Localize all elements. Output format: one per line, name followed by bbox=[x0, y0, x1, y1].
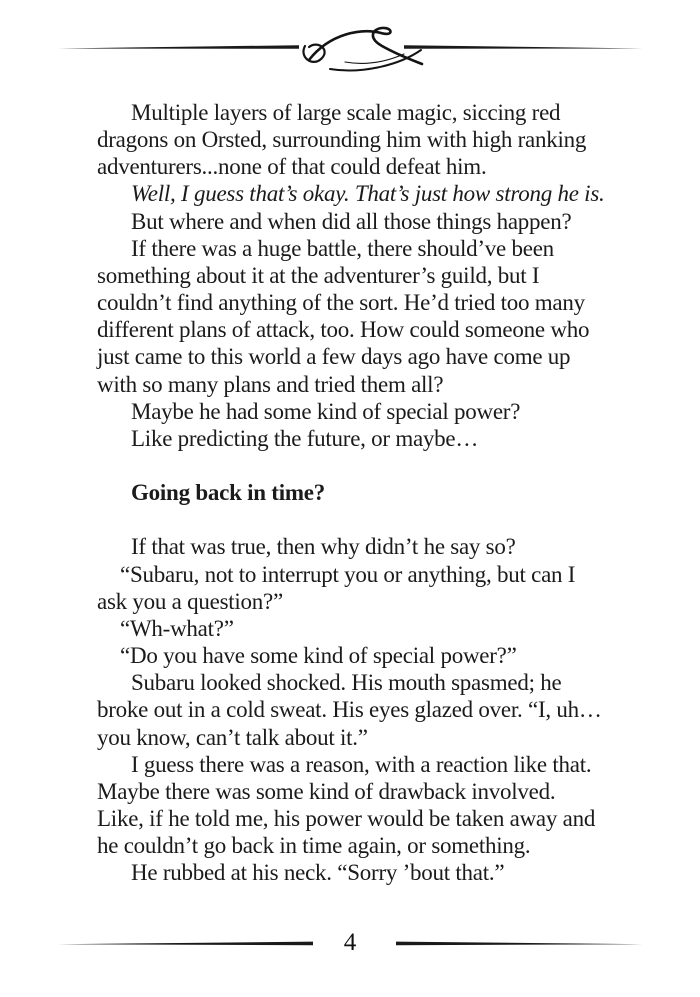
header-divider bbox=[0, 0, 700, 90]
paragraph: Well, I guess that’s okay. That’s just how strong he is. bbox=[131, 181, 605, 207]
paragraph: Subaru looked shocked. His mouth spasmed; he broke out in a cold sweat. His eyes glazed over. “I, uh… you know, can’t talk about it.” bbox=[97, 670, 602, 750]
header-rule-left bbox=[58, 45, 299, 49]
paragraph: He rubbed at his neck. “Sorry ’bout that.” bbox=[131, 860, 505, 886]
header-rule bbox=[58, 45, 643, 49]
page-body bbox=[97, 99, 674, 887]
flourish-ornament-icon bbox=[303, 28, 422, 71]
paragraph: If that was true, then why didn’t he say so? bbox=[131, 534, 516, 560]
header-rule-right bbox=[404, 45, 643, 49]
paragraph: If there was a huge battle, there should’ve been something about it at the adventurer’s guild, but I couldn’t find anything of the sort. He’d tried too many different plans of attack, too. How could someone who just came to this world a few days ago have come up with so many plans and tried them all? bbox=[97, 235, 590, 397]
paragraph: I guess there was a reason, with a reaction like that. Maybe there was some kind of drawback involved. Like, if he told me, his power would be taken away and he couldn’t go back in time again, or something. bbox=[97, 751, 596, 859]
section-heading: Going back in time? bbox=[131, 480, 325, 506]
paragraph: Multiple layers of large scale magic, siccing red dragons on Orsted, surrounding him with high ranking adventurers...none of that could defeat him. bbox=[97, 100, 587, 180]
paragraph: Like predicting the future, or maybe… bbox=[131, 425, 479, 451]
paragraph: “Subaru, not to interrupt you or anything, but can I ask you a question?” bbox=[97, 561, 576, 614]
page-number: 4 bbox=[343, 929, 357, 956]
paragraph: But where and when did all those things happen? bbox=[131, 208, 572, 234]
paragraph: Maybe he had some kind of special power? bbox=[131, 398, 521, 424]
paragraph: “Wh-what?” bbox=[120, 615, 234, 641]
paragraph: “Do you have some kind of special power?” bbox=[120, 643, 517, 669]
